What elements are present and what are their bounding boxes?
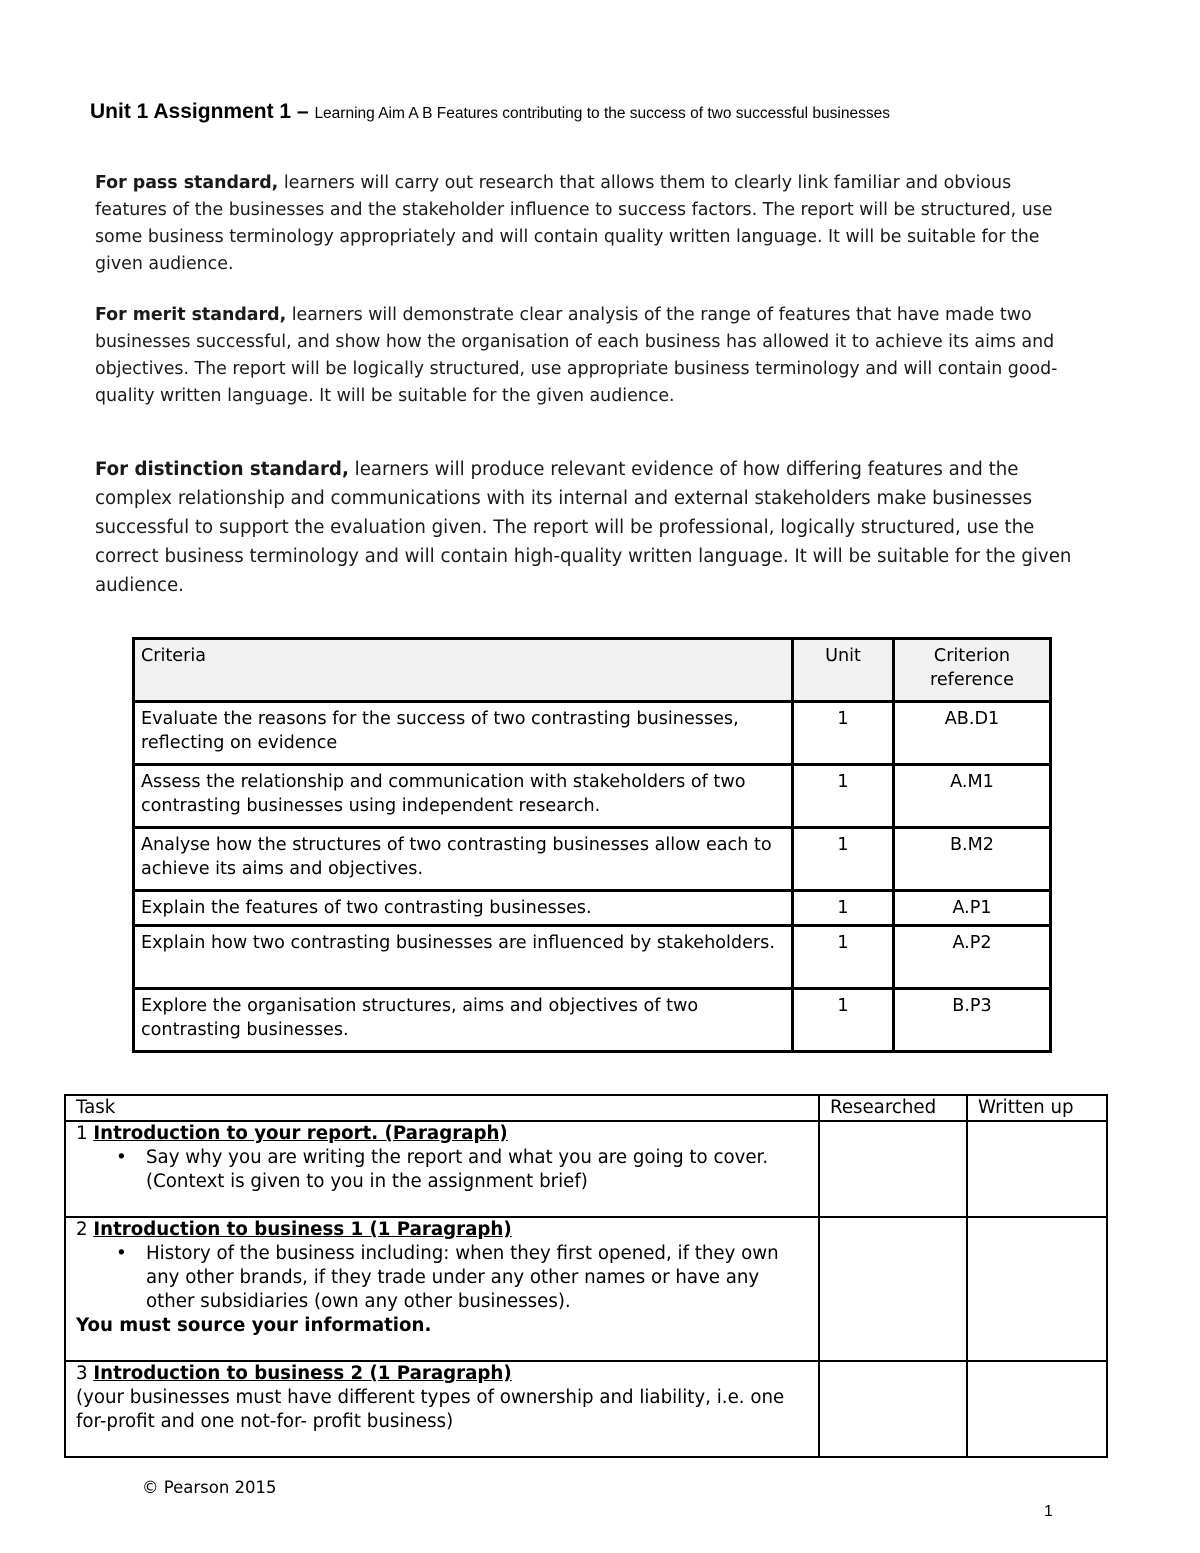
distinction-standard-text: learners will produce relevant evidence of how differing features and the complex relationship and communications with its internal and external stakeholders make businesses successful to support the evaluation given. The report will be professional, logically structured, use the correct business terminology and will contain high-quality written language. It will be suitable for the given audience. <box>95 459 1072 596</box>
pass-standard-label: For pass standard, <box>95 173 279 193</box>
researched-cell[interactable] <box>819 1121 967 1217</box>
merit-standard <box>95 302 1085 410</box>
criteria-cell: Explain the features of two contrasting businesses. <box>134 891 793 926</box>
task-title: Introduction to business 1 (1 Paragraph) <box>93 1219 512 1240</box>
table-row <box>134 828 1051 891</box>
pass-standard <box>95 170 1085 278</box>
table-row <box>65 1217 1107 1361</box>
title-subtitle: Learning Aim A B Features contributing to the success of two successful businesses <box>314 105 890 122</box>
distinction-standard-label: For distinction standard, <box>95 459 349 480</box>
unit-cell: 1 <box>793 702 894 765</box>
pass-standard-text: learners will carry out research that allows them to clearly link familiar and obvious features of the businesses and the stakeholder influence to success factors. The report will be structured, use some business terminology appropriately and will contain quality written language. It will be suitable for the given audience. <box>95 173 1053 274</box>
table-row <box>65 1121 1107 1217</box>
criteria-cell: Analyse how the structures of two contrasting businesses allow each to achieve its aims and objectives. <box>134 828 793 891</box>
task-header: Task <box>65 1095 819 1121</box>
merit-standard-text: learners will demonstrate clear analysis of the range of features that have made two businesses successful, and show how the organisation of each business has allowed it to achieve its aims and objectives. The report will be logically structured, use appropriate business terminology and will contain good-quality written language. It will be suitable for the given audience. <box>95 305 1058 406</box>
reference-cell: B.M2 <box>894 828 1051 891</box>
criteria-cell: Assess the relationship and communication with stakeholders of two contrasting businesses using independent research. <box>134 765 793 828</box>
unit-cell: 1 <box>793 765 894 828</box>
reference-cell: B.P3 <box>894 989 1051 1052</box>
unit-cell: 1 <box>793 926 894 989</box>
list-item: • History of the business including: when they first opened, if they own any other brands, if they trade under any other names or have any other subsidiaries (own any other businesses). <box>146 1242 808 1314</box>
criteria-table <box>132 637 1052 1053</box>
reference-cell: A.P2 <box>894 926 1051 989</box>
task-number: 3 <box>76 1363 94 1384</box>
task-title: Introduction to business 2 (1 Paragraph) <box>93 1363 512 1384</box>
written-up-cell[interactable] <box>967 1121 1107 1217</box>
distinction-standard <box>95 455 1085 600</box>
copyright-footer: © Pearson 2015 <box>142 1478 277 1497</box>
task-cell <box>65 1217 819 1361</box>
table-row <box>134 926 1051 989</box>
criteria-header: Criteria <box>134 639 793 702</box>
written-up-cell[interactable] <box>967 1361 1107 1457</box>
list-item: • Say why you are writing the report and what you are going to cover. (Context is given to you in the assignment brief) <box>146 1146 808 1194</box>
reference-header: Criterion reference <box>894 639 1051 702</box>
unit-cell: 1 <box>793 989 894 1052</box>
task-header-row <box>65 1095 1107 1121</box>
task-bullets <box>76 1242 808 1314</box>
merit-standard-label: For merit standard, <box>95 305 287 325</box>
task-number: 2 <box>76 1219 94 1240</box>
researched-cell[interactable] <box>819 1361 967 1457</box>
table-row <box>134 989 1051 1052</box>
table-row <box>134 702 1051 765</box>
researched-header: Researched <box>819 1095 967 1121</box>
reference-cell: A.P1 <box>894 891 1051 926</box>
table-row <box>134 765 1051 828</box>
task-bullets <box>76 1146 808 1194</box>
page-title <box>90 100 1150 124</box>
table-row <box>65 1361 1107 1457</box>
reference-cell: AB.D1 <box>894 702 1051 765</box>
criteria-header-row <box>134 639 1051 702</box>
unit-cell: 1 <box>793 891 894 926</box>
unit-cell: 1 <box>793 828 894 891</box>
task-number: 1 <box>76 1123 94 1144</box>
task-cell <box>65 1361 819 1457</box>
task-table <box>64 1094 1108 1458</box>
task-title: Introduction to your report. (Paragraph) <box>93 1123 508 1144</box>
task-cell <box>65 1121 819 1217</box>
task-note: You must source your information. <box>76 1315 432 1336</box>
researched-cell[interactable] <box>819 1217 967 1361</box>
unit-header: Unit <box>793 639 894 702</box>
written-up-header: Written up <box>967 1095 1107 1121</box>
criteria-cell: Explain how two contrasting businesses are influenced by stakeholders. <box>134 926 793 989</box>
table-row <box>134 891 1051 926</box>
page-number: 1 <box>1044 1503 1053 1520</box>
reference-cell: A.M1 <box>894 765 1051 828</box>
written-up-cell[interactable] <box>967 1217 1107 1361</box>
task-text: (your businesses must have different types of ownership and liability, i.e. one for-profit and one not-for- profit business) <box>76 1387 785 1432</box>
criteria-cell: Explore the organisation structures, aims and objectives of two contrasting businesses. <box>134 989 793 1052</box>
criteria-cell: Evaluate the reasons for the success of two contrasting businesses, reflecting on evidence <box>134 702 793 765</box>
title-main: Unit 1 Assignment 1 – <box>90 100 315 123</box>
